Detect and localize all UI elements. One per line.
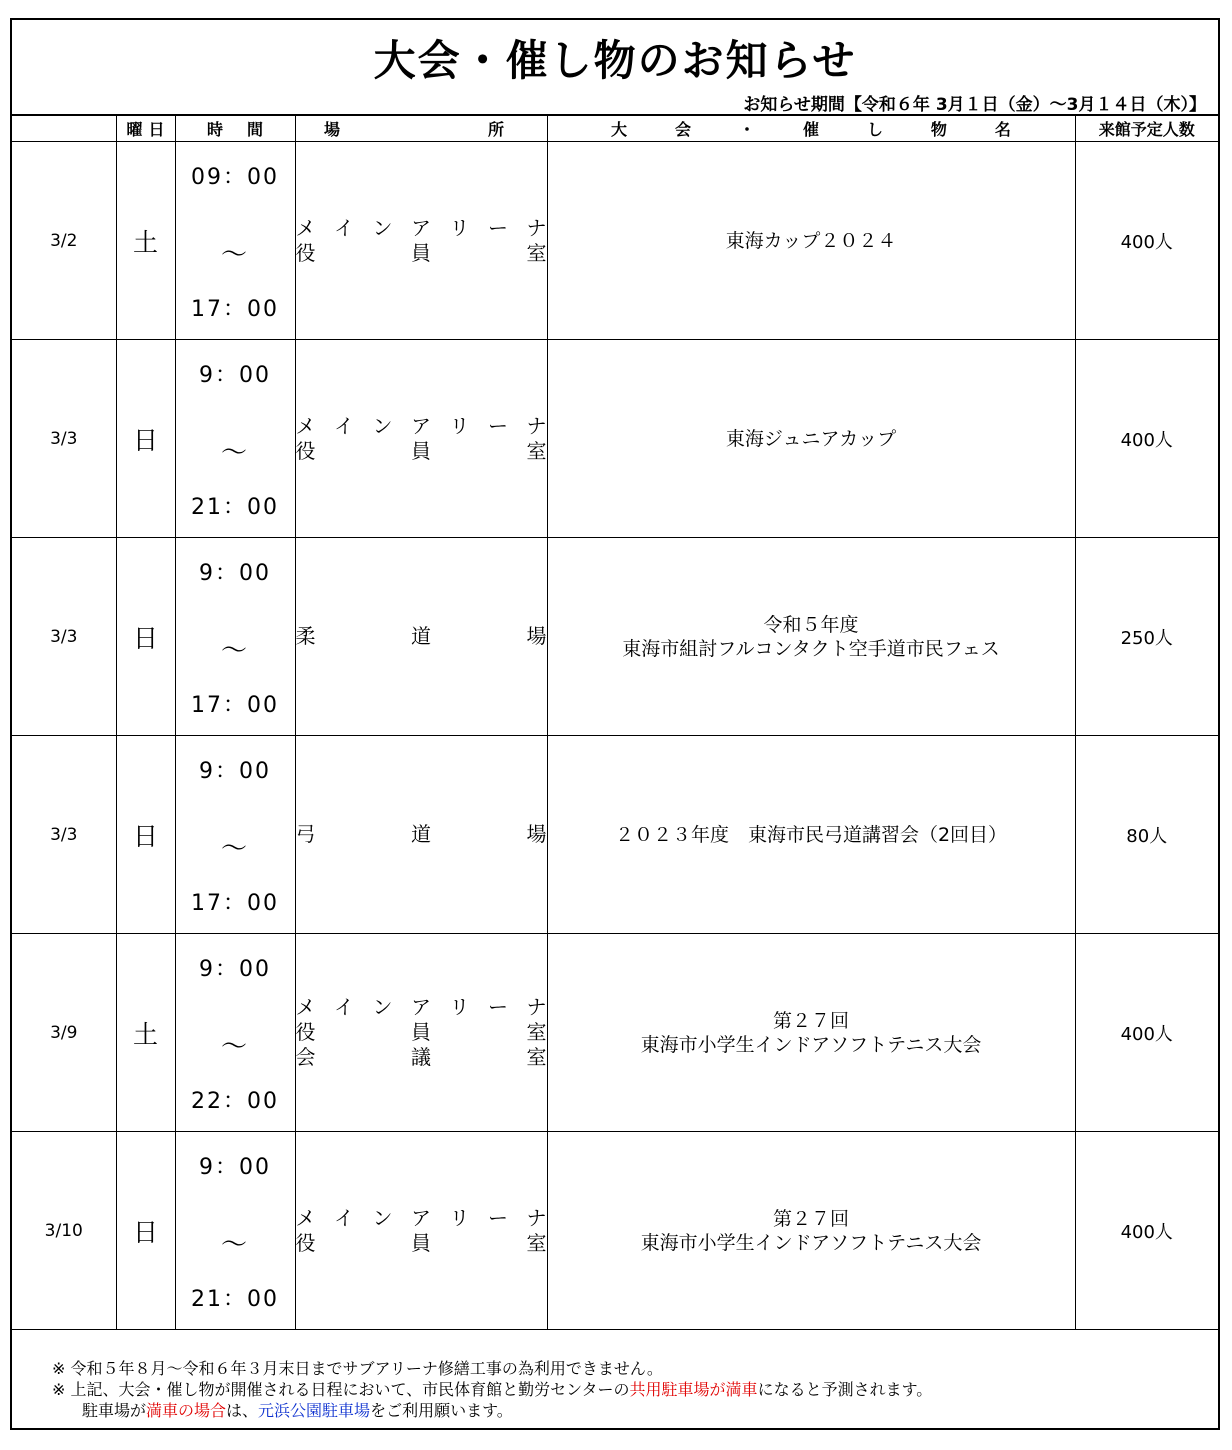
time-end: 17：00 (191, 297, 279, 322)
place-line (296, 624, 547, 649)
expected-attendance: 80人 (1075, 736, 1218, 934)
place-char: 員 (411, 1230, 431, 1255)
time-end: 21：00 (191, 495, 279, 520)
event-name-line: 第２７回 (772, 1207, 849, 1230)
event-name (547, 934, 1075, 1132)
place-char: ア (411, 215, 431, 240)
event-time (175, 934, 295, 1132)
place-char: 議 (411, 1045, 431, 1069)
place-char: イ (334, 995, 354, 1019)
header-event-char: ・ (738, 120, 755, 139)
place-char: 柔 (295, 624, 316, 648)
place-char: イ (334, 413, 354, 438)
place-char: リ (449, 215, 470, 240)
event-time (175, 1132, 295, 1330)
header-place-char: 所 (487, 120, 504, 139)
time-start: 09：00 (191, 165, 279, 190)
event-place (295, 340, 547, 538)
notice-sheet (10, 18, 1220, 1430)
place-char: ナ (526, 995, 547, 1019)
place-line (296, 241, 547, 266)
place-line (296, 995, 547, 1020)
notice-period: お知らせ期間【令和６年 3月１日（金）～3月１４日（木）】 (743, 95, 1206, 115)
header-row (12, 115, 1218, 142)
time-sep: ～ (220, 1230, 249, 1260)
time-start: 9：00 (199, 1155, 271, 1180)
time-start: 9：00 (199, 363, 271, 388)
event-place (295, 1132, 547, 1330)
header-event-char: 大 (611, 120, 628, 139)
note-alt-text: 駐車場が (82, 1401, 147, 1420)
event-date: 3/10 (12, 1132, 116, 1330)
header-attendance: 来館予定人数 (1075, 115, 1218, 142)
place-char: 員 (411, 240, 431, 265)
place-char: 道 (411, 822, 431, 846)
place-line (296, 1231, 547, 1256)
event-name (547, 1132, 1075, 1330)
place-char: 弓 (295, 822, 316, 846)
note-alt-parking (52, 1400, 932, 1421)
note-alt-text-end: をご利用願います。 (370, 1401, 513, 1420)
place-char: 道 (411, 624, 431, 648)
time-end: 17：00 (191, 693, 279, 718)
place-char: イ (334, 1205, 354, 1230)
place-char: ン (372, 215, 393, 240)
time-start: 9：00 (199, 957, 271, 982)
place-char: ナ (526, 413, 547, 438)
event-weekday: 日 (116, 736, 175, 934)
event-weekday: 日 (116, 1132, 175, 1330)
place-line (296, 1045, 547, 1070)
event-name (547, 142, 1075, 340)
table-row (12, 1132, 1218, 1330)
place-char: 役 (295, 240, 316, 265)
header-day (116, 115, 175, 142)
expected-attendance: 250人 (1075, 538, 1218, 736)
event-place (295, 538, 547, 736)
header-event-char: 名 (994, 120, 1011, 139)
header-event-char: 催 (802, 120, 819, 139)
place-char: ー (488, 995, 508, 1019)
event-name-line: ２０２３年度 東海市民弓道講習会（2回目） (614, 823, 1008, 846)
event-date: 3/3 (12, 736, 116, 934)
event-name-line: 令和５年度 (763, 613, 859, 636)
event-weekday: 日 (116, 340, 175, 538)
event-date: 3/3 (12, 340, 116, 538)
note-parking (52, 1379, 932, 1400)
header-day-char: 日 (148, 120, 165, 139)
header-place (295, 115, 547, 142)
place-char: メ (295, 1205, 316, 1230)
table-row (12, 142, 1218, 340)
note-parking-text-end: になると予測されます。 (757, 1380, 933, 1399)
place-char: ン (372, 1205, 393, 1230)
notes (52, 1358, 932, 1421)
event-place (295, 736, 547, 934)
time-sep: ～ (220, 636, 249, 666)
place-char: ン (372, 413, 393, 438)
place-line (296, 1020, 547, 1045)
expected-attendance: 400人 (1075, 934, 1218, 1132)
place-char: 役 (295, 1020, 316, 1044)
place-line (296, 1206, 547, 1231)
place-char: ア (411, 1205, 431, 1230)
note-alt-lot: 元浜公園駐車場 (258, 1401, 371, 1420)
place-char: 役 (295, 438, 316, 463)
event-place (295, 934, 547, 1132)
place-char: 室 (526, 1045, 547, 1069)
place-char: イ (334, 215, 354, 240)
event-name-line: 東海カップ２０２４ (725, 229, 897, 252)
header-event-char: 会 (674, 120, 691, 139)
place-char: ー (488, 413, 508, 438)
table-row (12, 538, 1218, 736)
event-name-line: 東海市小学生インドアソフトテニス大会 (640, 1231, 982, 1254)
place-line (296, 414, 547, 439)
time-start: 9：00 (199, 759, 271, 784)
time-end: 17：00 (191, 891, 279, 916)
note-parking-full: 共用駐車場が満車 (629, 1380, 758, 1399)
header-time-char: 間 (246, 120, 263, 139)
header-time-char: 時 (207, 120, 224, 139)
place-char: ア (411, 995, 431, 1019)
place-char: ー (488, 215, 508, 240)
time-sep: ～ (220, 834, 249, 864)
place-line (296, 822, 547, 847)
place-char: ナ (526, 215, 547, 240)
event-time (175, 736, 295, 934)
header-event-char: し (866, 120, 883, 139)
event-weekday: 土 (116, 142, 175, 340)
expected-attendance: 400人 (1075, 340, 1218, 538)
table-row (12, 340, 1218, 538)
time-end: 22：00 (191, 1089, 279, 1114)
note-parking-text: ※ 上記、大会・催し物が開催される日程において、市民体育館と勤労センターの (52, 1380, 630, 1399)
header-day-char: 曜 (126, 120, 143, 139)
place-char: 室 (526, 438, 547, 463)
place-char: ー (488, 1205, 508, 1230)
time-end: 21：00 (191, 1287, 279, 1312)
note-alt-text-2: は、 (226, 1401, 259, 1420)
place-char: ア (411, 413, 431, 438)
time-sep: ～ (220, 240, 249, 270)
event-time (175, 142, 295, 340)
header-event-char: 物 (930, 120, 947, 139)
header-date (12, 115, 116, 142)
place-char: 会 (295, 1045, 316, 1069)
header-event (547, 115, 1075, 142)
place-char: メ (295, 215, 316, 240)
time-sep: ～ (220, 1032, 249, 1062)
time-sep: ～ (220, 438, 249, 468)
place-char: 場 (526, 624, 547, 648)
event-place (295, 142, 547, 340)
expected-attendance: 400人 (1075, 142, 1218, 340)
event-name (547, 538, 1075, 736)
event-weekday: 日 (116, 538, 175, 736)
event-name-line: 東海市組討フルコンタクト空手道市民フェス (622, 637, 1000, 660)
event-date: 3/3 (12, 538, 116, 736)
table-row (12, 736, 1218, 934)
place-char: ナ (526, 1205, 547, 1230)
time-start: 9：00 (199, 561, 271, 586)
event-name (547, 736, 1075, 934)
event-weekday: 土 (116, 934, 175, 1132)
schedule-table (12, 114, 1218, 1330)
place-char: 室 (526, 1020, 547, 1044)
note-alt-full: 満車の場合 (146, 1401, 227, 1420)
place-char: リ (449, 1205, 470, 1230)
place-char: 場 (526, 822, 547, 846)
place-line (296, 216, 547, 241)
place-char: ン (372, 995, 393, 1019)
header-place-char: 場 (324, 120, 341, 139)
event-time (175, 538, 295, 736)
place-line (296, 439, 547, 464)
place-char: 室 (526, 240, 547, 265)
place-char: メ (295, 995, 316, 1019)
place-char: 室 (526, 1230, 547, 1255)
place-char: 員 (411, 1020, 431, 1044)
place-char: 役 (295, 1230, 316, 1255)
place-char: リ (449, 413, 470, 438)
place-char: 員 (411, 438, 431, 463)
place-char: メ (295, 413, 316, 438)
event-name-line: 東海市小学生インドアソフトテニス大会 (640, 1033, 982, 1056)
expected-attendance: 400人 (1075, 1132, 1218, 1330)
event-name-line: 東海ジュニアカップ (725, 427, 897, 450)
event-date: 3/2 (12, 142, 116, 340)
place-char: リ (449, 995, 470, 1019)
event-name-line: 第２７回 (772, 1009, 849, 1032)
event-time (175, 340, 295, 538)
event-name (547, 340, 1075, 538)
header-time (175, 115, 295, 142)
table-row (12, 934, 1218, 1132)
page-title: 大会・催し物のお知らせ (373, 36, 857, 85)
event-date: 3/9 (12, 934, 116, 1132)
note-closure: ※ 令和５年８月～令和６年３月末日までサブアリーナ修繕工事の為利用できません。 (52, 1359, 663, 1378)
